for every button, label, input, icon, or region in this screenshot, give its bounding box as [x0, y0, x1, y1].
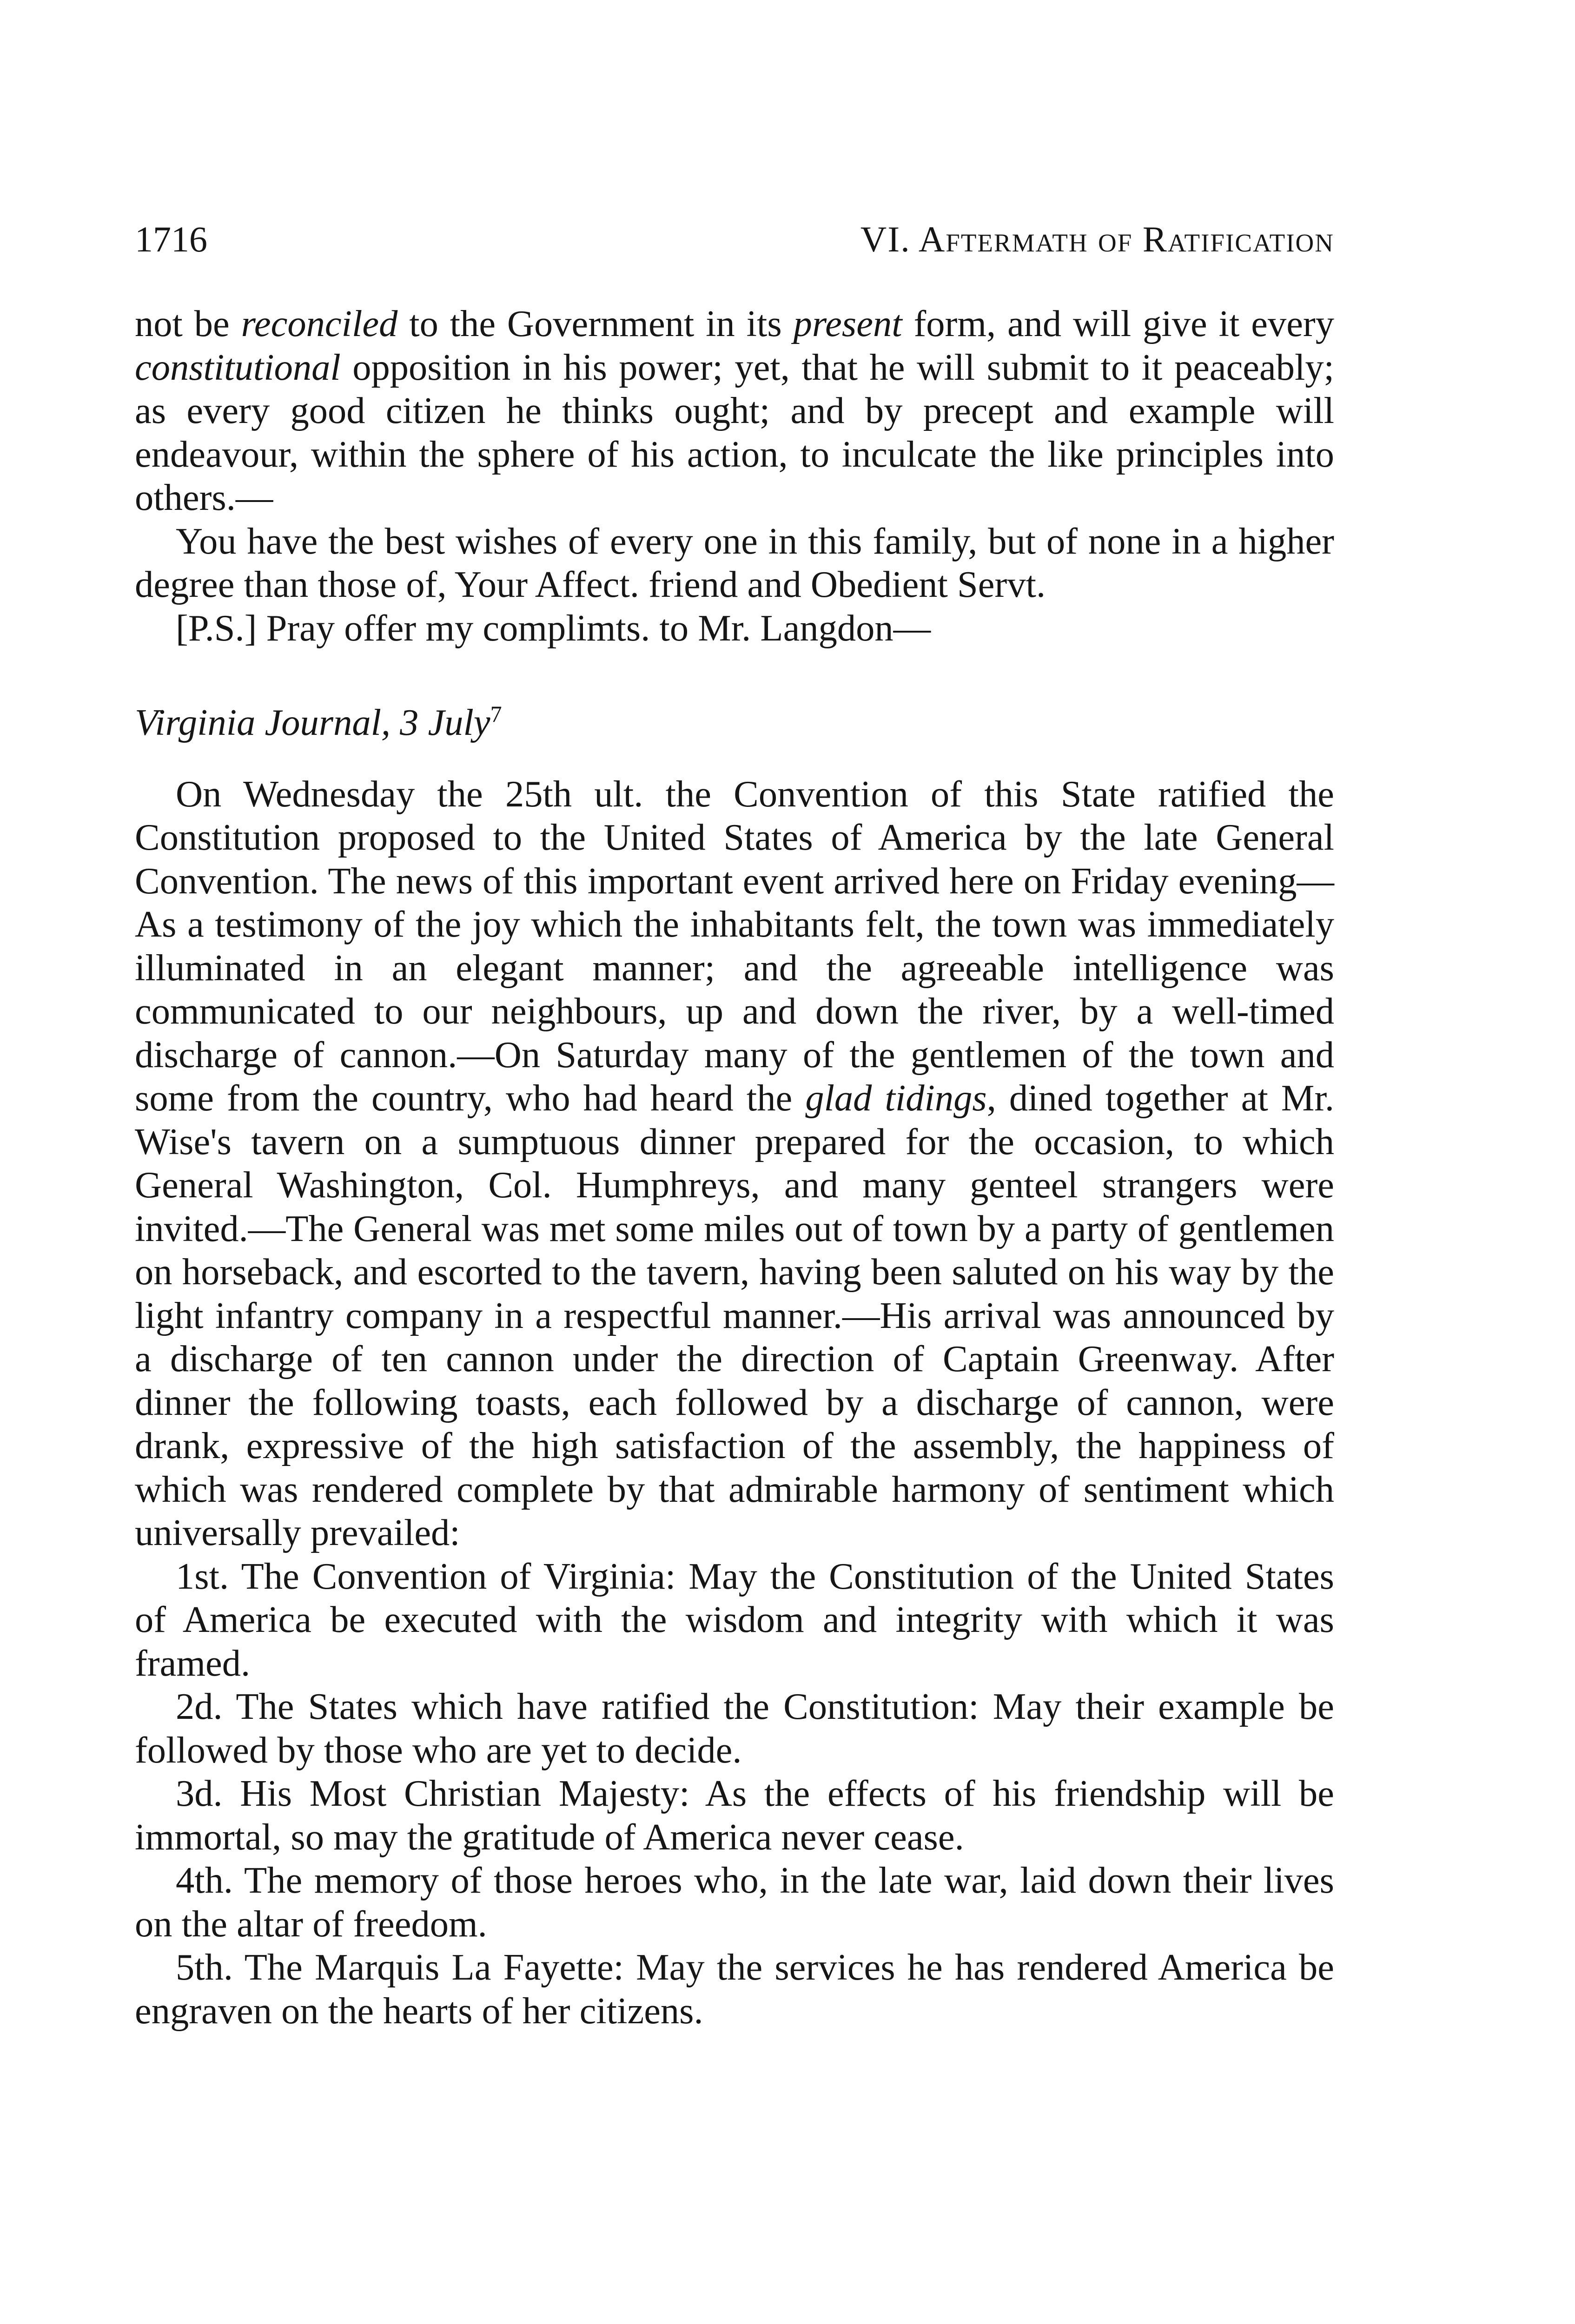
chapter-title: VI. Aftermath of Ratification	[860, 219, 1334, 259]
italic-emphasis: constitutional	[135, 346, 341, 388]
running-head	[135, 218, 1334, 265]
letter-paragraph: not be reconciled to the Government in its present form, and will give it every constitutional opposition in his power; yet, that he will submit to it peaceably; as every good citizen he thinks ought; and by precept and example will endeavour, within the sphere of his action, to inculcate the like principles into others.—	[135, 303, 1334, 518]
italic-emphasis: present	[793, 303, 902, 344]
toast-item: 3d. His Most Christian Majesty: As the effects of his friendship will be immortal, so may the gratitude of America never cease.	[135, 1773, 1334, 1858]
book-page	[135, 218, 1334, 2033]
body-text	[135, 302, 1334, 2033]
toast-item: 2d. The States which have ratified the Constitution: May their example be followed by those who are yet to decide.	[135, 1686, 1334, 1771]
section-heading: Virginia Journal, 3 July$^7$	[135, 701, 502, 743]
footnote-reference[interactable]: 7	[490, 701, 502, 727]
toast-item: 1st. The Convention of Virginia: May the Constitution of the United States of America be executed with the wisdom and integrity with which it was framed.	[135, 1555, 1334, 1684]
toast-item: 5th. The Marquis La Fayette: May the services he has rendered America be engraven on the hearts of her citizens.	[135, 1947, 1334, 2032]
letter-postscript: [P.S.] Pray offer my complimts. to Mr. Langdon—	[176, 607, 931, 649]
toast-item: 4th. The memory of those heroes who, in the late war, laid down their lives on the altar of freedom.	[135, 1860, 1334, 1945]
italic-emphasis: reconciled	[241, 303, 398, 344]
page-number: 1716	[135, 219, 207, 259]
letter-closing-paragraph: You have the best wishes of every one in this family, but of none in a higher degree than those of, Your Affect. friend and Obedient Servt.	[135, 520, 1334, 605]
italic-emphasis: glad tidings	[805, 1077, 987, 1119]
article-paragraph: On Wednesday the 25th ult. the Convention of this State ratified the Constitution proposed to the United States of America by the late General Convention. The news of this important event arrived here on Friday evening—As a testimony of the joy which the inhabitants felt, the town was immediately illuminated in an elegant manner; and the agreeable intelligence was communicated to our neighbours, up and down the river, by a well-timed discharge of cannon.—On Saturday many of the gentlemen of the town and some from the country, who had heard the glad tidings, dined together at Mr. Wise's tavern on a sumptuous dinner prepared for the occasion, to which General Washington, Col. Humphreys, and many genteel strangers were invited.—The General was met some miles out of town by a party of gentlemen on horseback, and escorted to the tavern, having been saluted on his way by the light infantry company in a respectful manner.—His arrival was announced by a discharge of ten cannon under the direction of Captain Greenway. After dinner the following toasts, each followed by a discharge of cannon, were drank, expressive of the high satisfaction of the assembly, the happiness of which was rendered complete by that admirable harmony of sentiment which universally prevailed:	[135, 773, 1334, 1553]
